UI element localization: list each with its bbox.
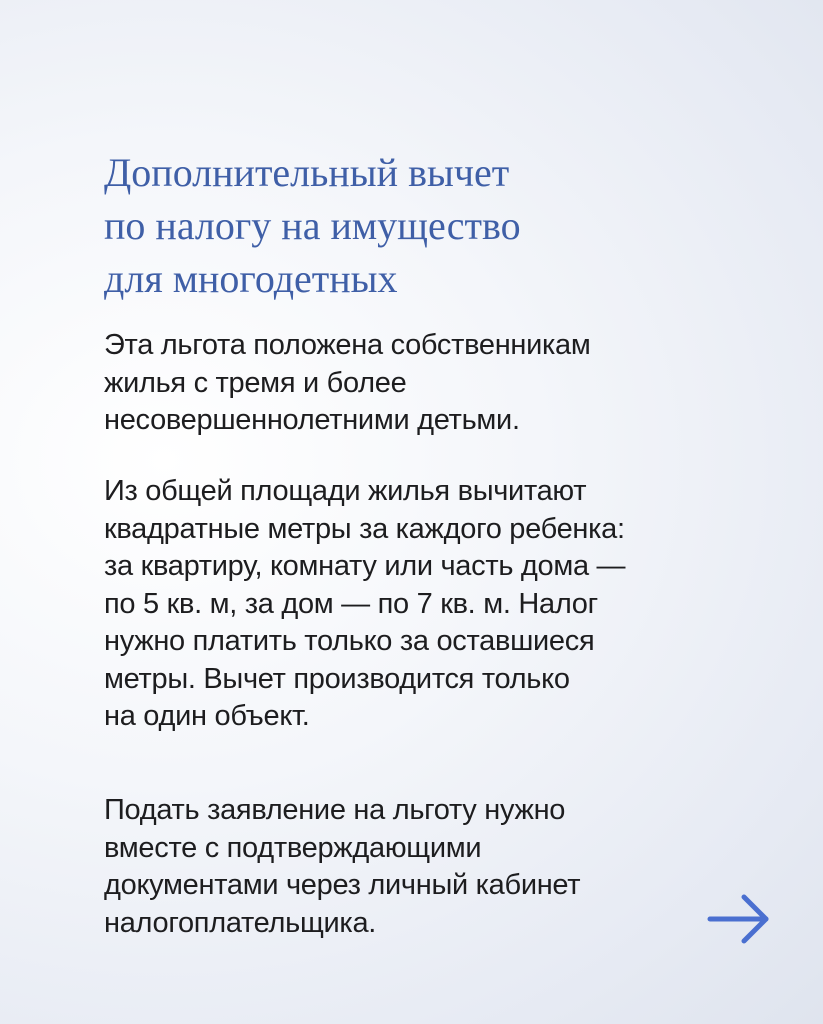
paragraph-application [104, 792, 794, 942]
paragraph-line: жилья с тремя и более [104, 366, 407, 399]
paragraph-line: нужно платить только за оставшиеся [104, 625, 595, 657]
paragraph-line: квадратные метры за каждого ребенка: [104, 512, 625, 545]
paragraph-line: Подать заявление на льготу нужно [104, 794, 566, 826]
paragraph-line: Из общей площади жилья вычитают [104, 475, 587, 507]
paragraph-line: документами через личный кабинет [104, 869, 581, 901]
paragraph-line: налогоплательщика. [104, 906, 377, 939]
paragraph-line: Эта льгота положена собственникам [104, 329, 591, 361]
next-slide-button[interactable] [704, 891, 774, 947]
paragraph-line: на один объект. [104, 700, 310, 732]
arrow-right-icon [704, 891, 774, 947]
paragraph-line: по 5 кв. м, за дом — по 7 кв. м. Налог [104, 587, 598, 620]
page-title [104, 146, 744, 305]
paragraph-line: вместе с подтверждающими [104, 831, 482, 864]
paragraph-line: за квартиру, комнату или часть дома — [104, 550, 626, 582]
title-line-2: по налогу на имущество [104, 203, 521, 248]
paragraph-line: несовершеннолетними детьми. [104, 404, 520, 436]
paragraph-eligibility [104, 327, 794, 440]
paragraph-line: метры. Вычет производится только [104, 662, 570, 695]
title-line-3: для многодетных [104, 256, 398, 301]
title-line-1: Дополнительный вычет [104, 150, 510, 195]
paragraph-deduction-rules [104, 473, 794, 736]
